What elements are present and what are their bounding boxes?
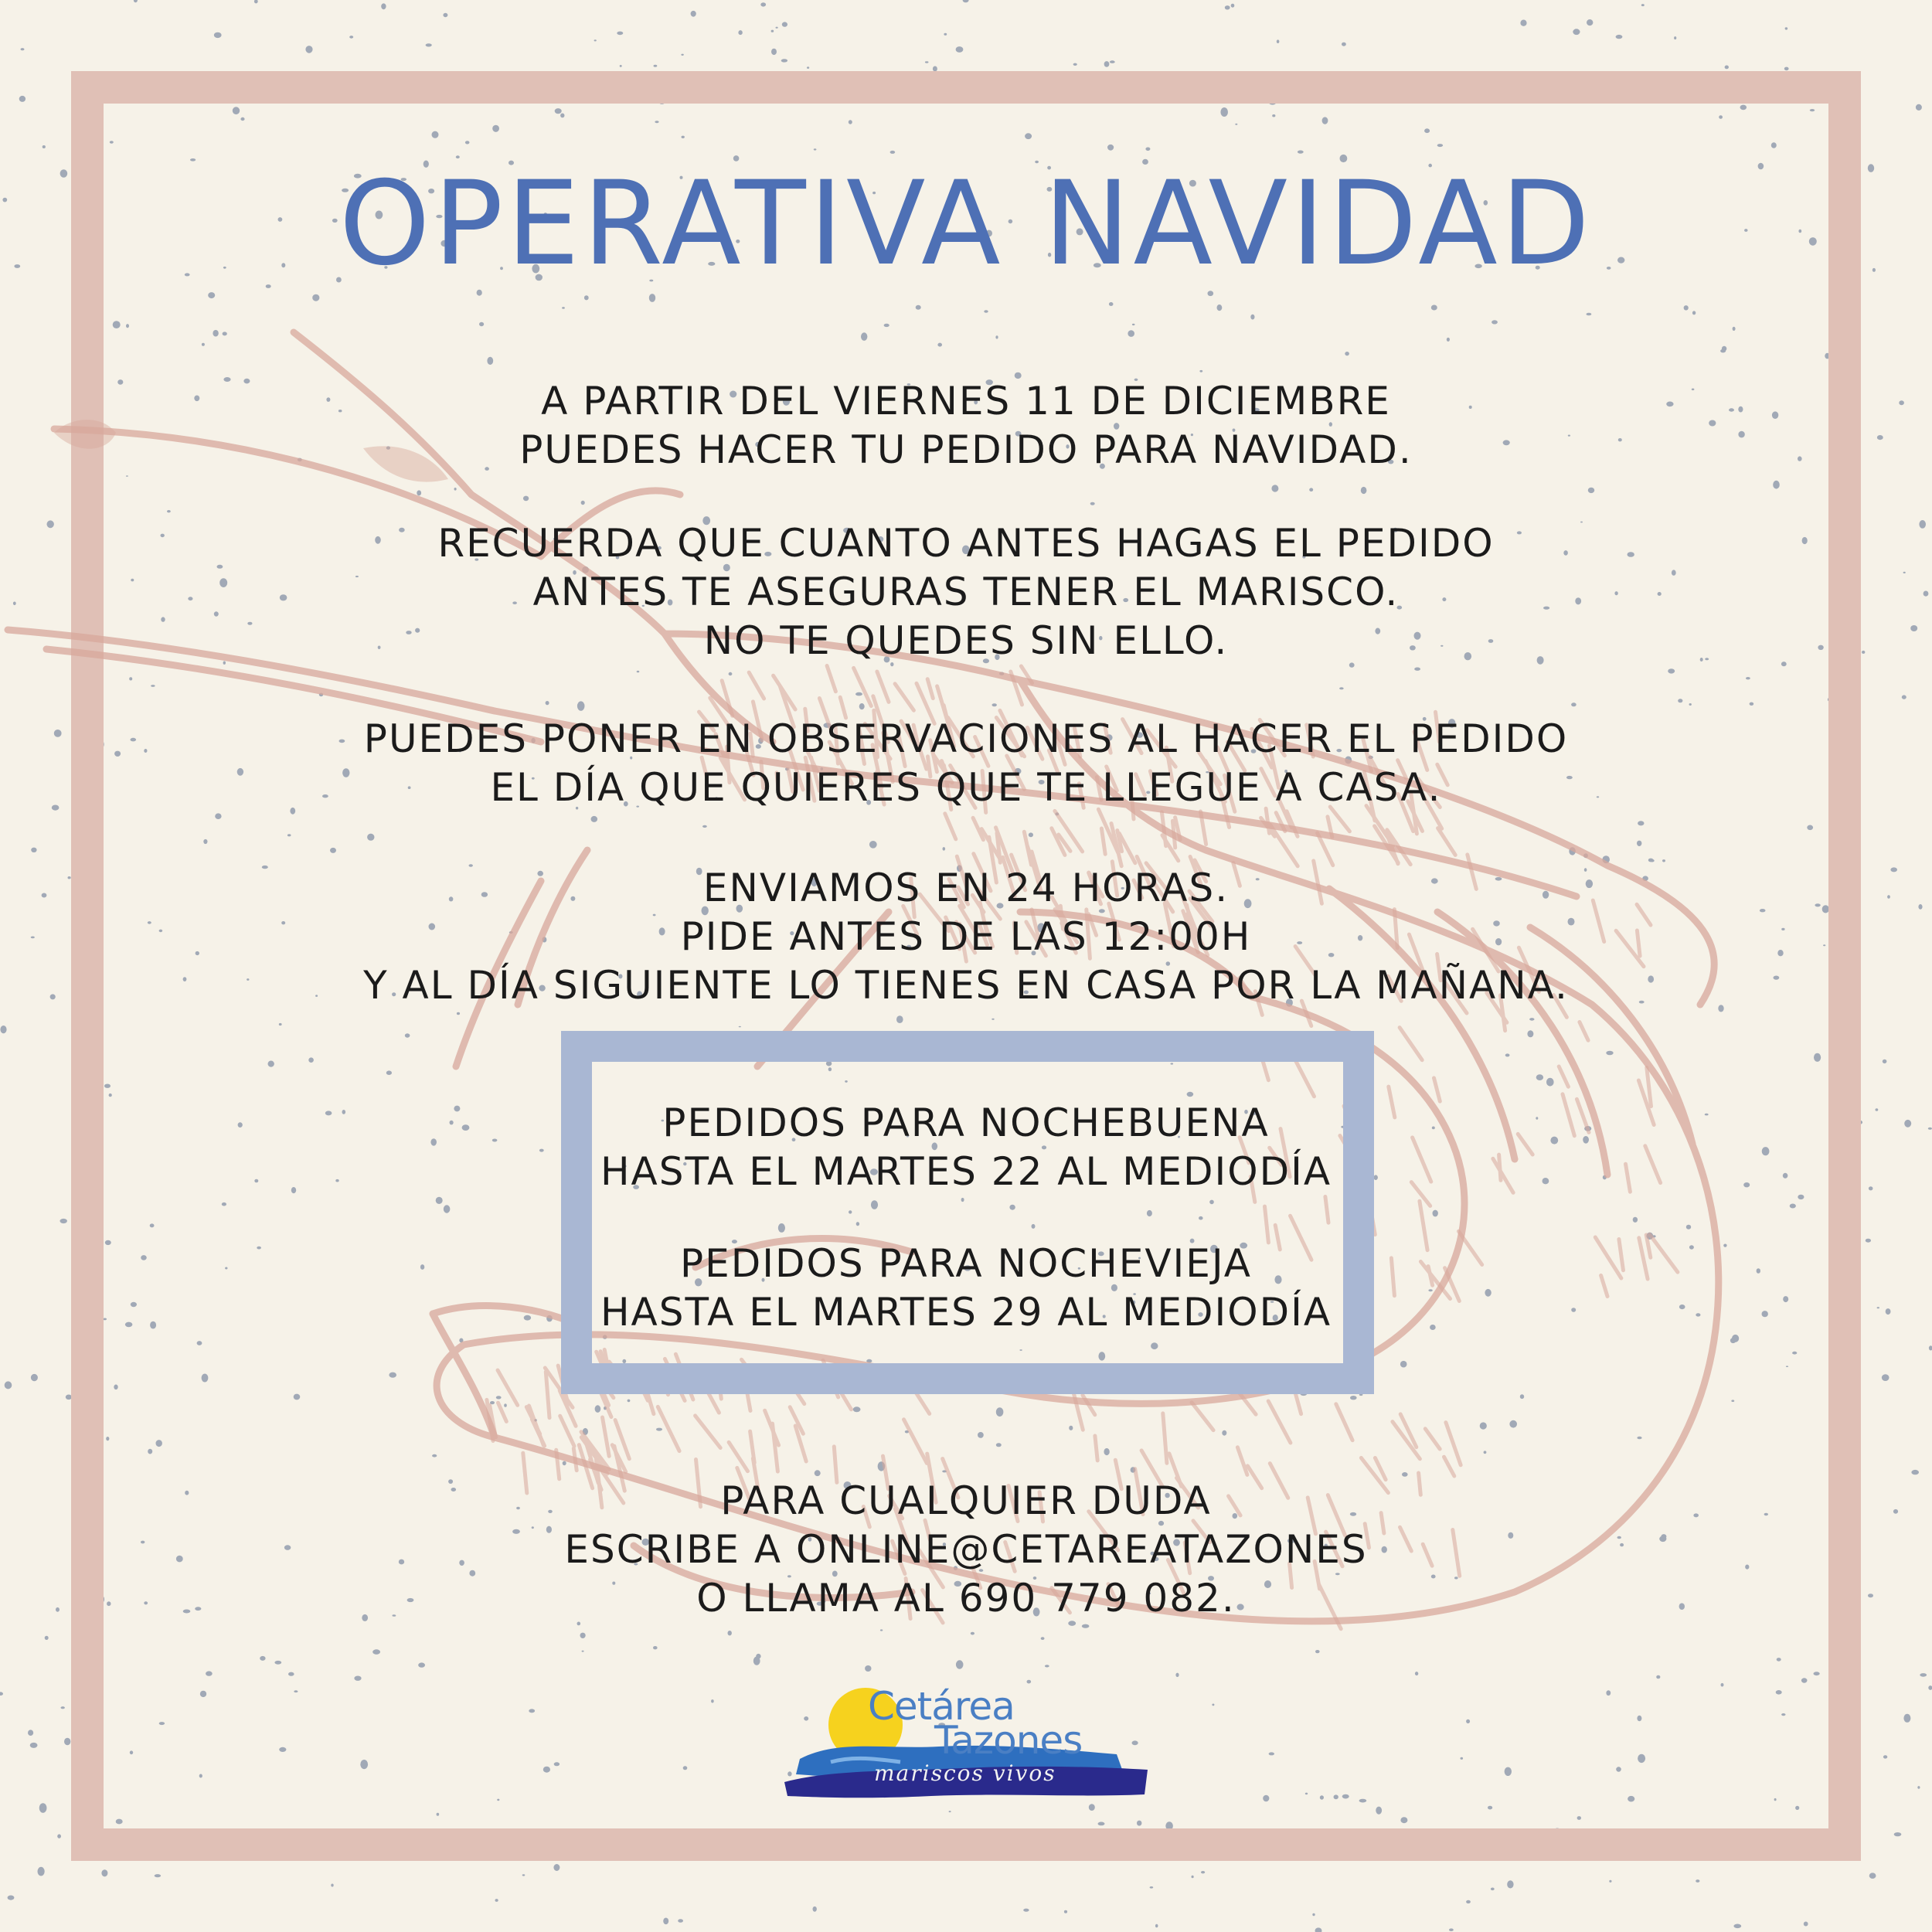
intro-line: PUEDES HACER TU PEDIDO PARA NAVIDAD. <box>519 427 1413 472</box>
observations-line: PUEDES PONER EN OBSERVACIONES AL HACER EL PEDIDO <box>363 716 1569 761</box>
nochebuena-deadline <box>0 1099 1932 1196</box>
reminder-line: RECUERDA QUE CUANTO ANTES HAGAS EL PEDIDO <box>437 521 1495 566</box>
deadline-line: PEDIDOS PARA NOCHEBUENA <box>662 1100 1270 1145</box>
nochevieja-deadline <box>0 1240 1932 1337</box>
page-title: OPERATIVA NAVIDAD <box>338 157 1594 291</box>
shipping-line: PIDE ANTES DE LAS 12:00H <box>680 914 1252 959</box>
brand-logo <box>784 1685 1155 1801</box>
observations-line: EL DÍA QUE QUIERES QUE TE LLEGUE A CASA. <box>490 765 1442 810</box>
intro-line: A PARTIR DEL VIERNES 11 DE DICIEMBRE <box>541 379 1391 423</box>
deadline-line: HASTA EL MARTES 29 AL MEDIODÍA <box>600 1290 1332 1335</box>
logo-text-tazones: Tazones <box>934 1718 1083 1763</box>
logo-text-cetarea: Cetárea <box>868 1684 1015 1729</box>
contact-line: O LLAMA AL 690 779 082. <box>696 1576 1236 1621</box>
contact-line: ESCRIBE A ONLINE@CETAREATAZONES <box>564 1527 1368 1572</box>
logo-tagline: mariscos vivos <box>874 1760 1056 1786</box>
reminder-line: NO TE QUEDES SIN ELLO. <box>703 618 1229 663</box>
shipping-line: ENVIAMOS EN 24 HORAS. <box>702 866 1230 910</box>
reminder-paragraph <box>0 519 1932 665</box>
shipping-line: Y AL DÍA SIGUIENTE LO TIENES EN CASA POR LA MAÑANA. <box>363 963 1569 1008</box>
contact-paragraph <box>0 1477 1932 1623</box>
deadline-line: PEDIDOS PARA NOCHEVIEJA <box>680 1241 1252 1286</box>
shipping-paragraph <box>0 864 1932 1010</box>
reminder-line: ANTES TE ASEGURAS TENER EL MARISCO. <box>532 570 1400 614</box>
intro-paragraph <box>0 377 1932 474</box>
observations-paragraph <box>0 715 1932 812</box>
contact-line: PARA CUALQUIER DUDA <box>720 1478 1212 1523</box>
deadline-line: HASTA EL MARTES 22 AL MEDIODÍA <box>600 1149 1332 1194</box>
